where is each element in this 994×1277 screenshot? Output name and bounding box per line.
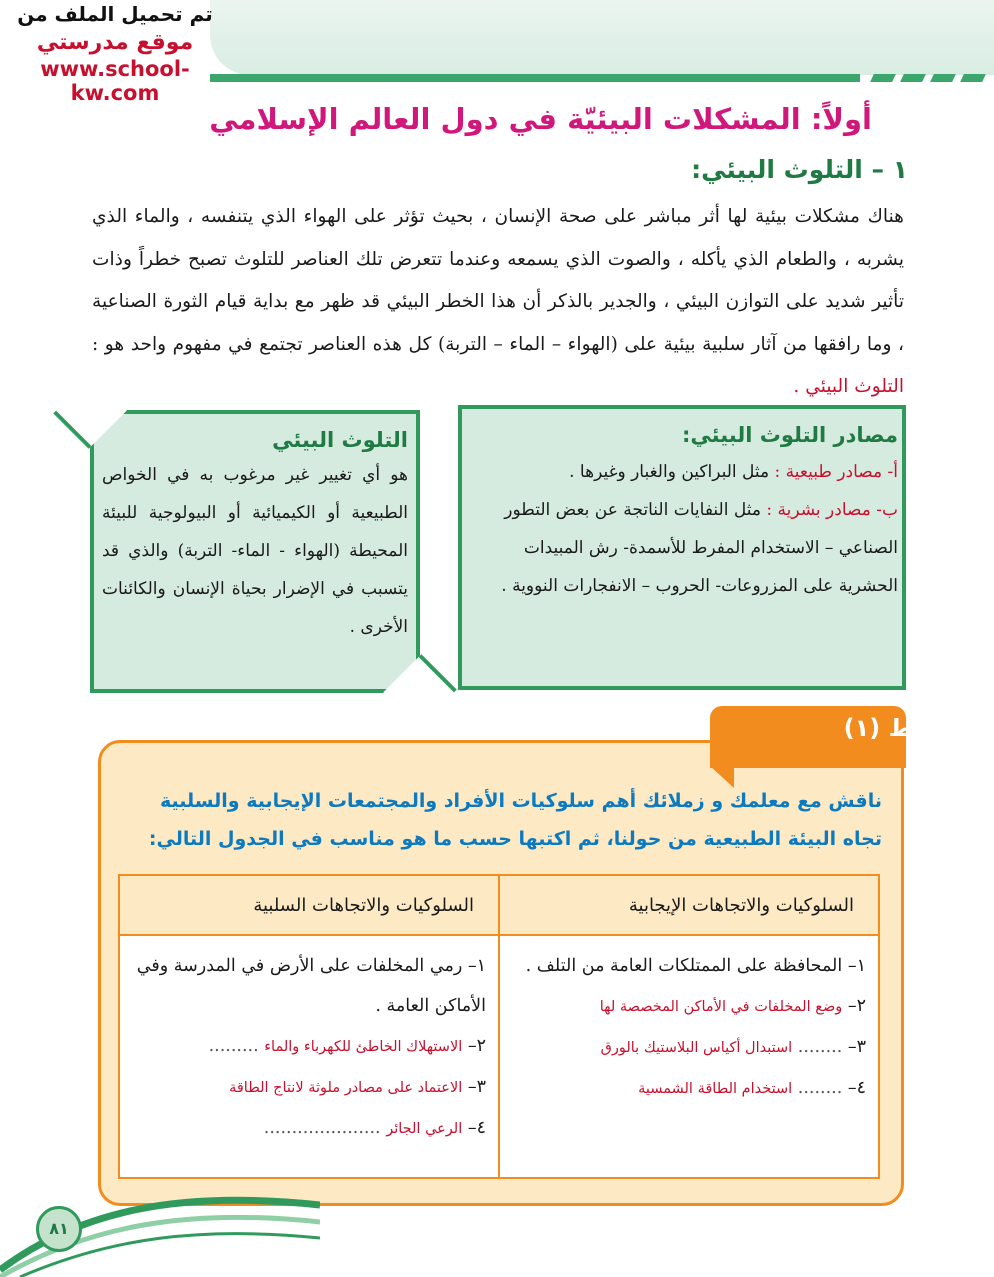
header-band xyxy=(210,0,994,75)
row-text: المحافظة على الممتلكات العامة من التلف . xyxy=(525,956,843,976)
table-row xyxy=(132,946,486,1026)
row-number: ٣– xyxy=(847,1037,866,1057)
positive-column xyxy=(498,876,878,1177)
negative-header: السلوكيات والاتجاهات السلبية xyxy=(120,876,498,936)
row-answer[interactable]: الرعي الجائر xyxy=(386,1121,463,1137)
watermark-site-name: موقع مدرستي xyxy=(36,30,194,55)
row-answer[interactable]: الاستهلاك الخاطئ للكهرباء والماء xyxy=(264,1039,463,1055)
activity-instruction: ناقش مع معلمك و زملائك أهم سلوكيات الأفراد والمجتمعات الإيجابية والسلبية تجاه البيئة الطبيعية من حولنا، ثم اكتبها حسب ما هو مناسب في الجدول التالي: xyxy=(148,790,882,850)
table-row[interactable]: ٤– الرعي الجائر ..................... xyxy=(263,1118,486,1138)
watermark xyxy=(0,2,230,105)
source-natural-text: مثل البراكين والغبار وغيرها . xyxy=(569,462,770,482)
source-human-label: ب- مصادر بشرية : xyxy=(766,500,898,520)
row-number: ٤– xyxy=(847,1078,866,1098)
header-rule xyxy=(210,74,860,82)
watermark-url[interactable]: www.school-kw.com xyxy=(40,57,190,105)
row-number: ٢– xyxy=(467,1036,486,1056)
header-dash xyxy=(960,74,986,82)
row-number: ٤– xyxy=(467,1118,486,1138)
source-natural xyxy=(474,453,898,491)
paragraph-text: هناك مشكلات بيئية لها أثر مباشر على صحة الإنسان ، بحيث تؤثر على الهواء الذي يتنفسه ، والماء الذي يشربه ، والطعام الذي يأكله ، والصوت الذي يسمعه وعندما تتعرض تلك العناصر للتلوث تصبح خطراً وذات تأثير شديد على التوازن البيئي ، والجدير بالذكر أن هذا الخطر البيئي قد ظهر مع بداية قيام الثورة الصناعية ، وما رافقها من آثار سلبية بيئية على (الهواء – الماء – التربة) كل هذه العناصر تجتمع في مفهوم واحد هو : xyxy=(92,206,904,355)
row-answer[interactable]: وضع المخلفات في الأماكن المخصصة لها xyxy=(599,999,843,1015)
table-row[interactable]: ٣– ........ استبدال أكياس البلاستيك بالورق xyxy=(600,1037,866,1057)
subsection-heading: ١ – التلوث البيئي: xyxy=(691,155,908,184)
header-dash xyxy=(900,74,926,82)
table-row[interactable] xyxy=(132,1067,486,1108)
row-answer[interactable]: استخدام الطاقة الشمسية xyxy=(638,1081,793,1097)
negative-list xyxy=(120,936,498,1149)
behaviors-table xyxy=(118,874,880,1179)
sources-box-title: مصادر التلوث البيئي: xyxy=(681,423,898,447)
section-heading: أولاً: المشكلات البيئيّة في دول العالم الإسلامي xyxy=(209,102,872,136)
page-number: ٨١ xyxy=(36,1206,82,1252)
table-row[interactable] xyxy=(510,986,866,1027)
source-human-text: مثل النفايات الناتجة عن بعض التطور الصناعي – الاستخدام المفرط للأسمدة- رش المبيدات الحشرية على المزروعات- الحروب – الانفجارات النووية . xyxy=(501,500,898,596)
row-number: ٣– xyxy=(467,1077,486,1097)
positive-header: السلوكيات والاتجاهات الإيجابية xyxy=(498,876,878,936)
row-text: رمي المخلفات على الأرض في المدرسة وفي الأماكن العامة . xyxy=(136,956,486,1016)
sources-box xyxy=(458,405,906,690)
sources-list xyxy=(474,453,898,605)
watermark-line: تم تحميل الملف من xyxy=(17,2,213,26)
definition-box xyxy=(90,410,420,693)
activity-title: نشاط (١) xyxy=(843,714,956,742)
row-number: ١– xyxy=(467,956,486,976)
source-natural-label: أ- مصادر طبيعية : xyxy=(774,462,898,482)
intro-paragraph xyxy=(92,196,904,409)
header-dash xyxy=(870,74,896,82)
table-row xyxy=(510,946,866,986)
negative-column xyxy=(120,876,500,1177)
table-row[interactable]: ٢– الاستهلاك الخاطئ للكهرباء والماء ......... xyxy=(208,1036,486,1056)
row-number: ١– xyxy=(847,956,866,976)
row-answer[interactable]: الاعتماد على مصادر ملوثة لانتاج الطاقة xyxy=(229,1080,463,1096)
paragraph-emphasis: التلوث البيئي . xyxy=(793,376,904,397)
definition-text: هو أي تغيير غير مرغوب به في الخواص الطبيعية أو الكيميائية أو البيولوجية للبيئة المحيطة (الهواء - الماء- التربة) والذي قد يتسبب في الإضرار بحياة الإنسان والكائنات الأخرى . xyxy=(102,465,408,637)
positive-list xyxy=(498,936,878,1109)
definition-box-title: التلوث البيئي xyxy=(272,428,408,452)
row-number: ٢– xyxy=(847,996,866,1016)
header-dash xyxy=(930,74,956,82)
table-row[interactable]: ٤– ........ استخدام الطاقة الشمسية xyxy=(638,1078,866,1098)
source-human xyxy=(474,491,898,605)
row-answer[interactable]: استبدال أكياس البلاستيك بالورق xyxy=(600,1040,793,1056)
